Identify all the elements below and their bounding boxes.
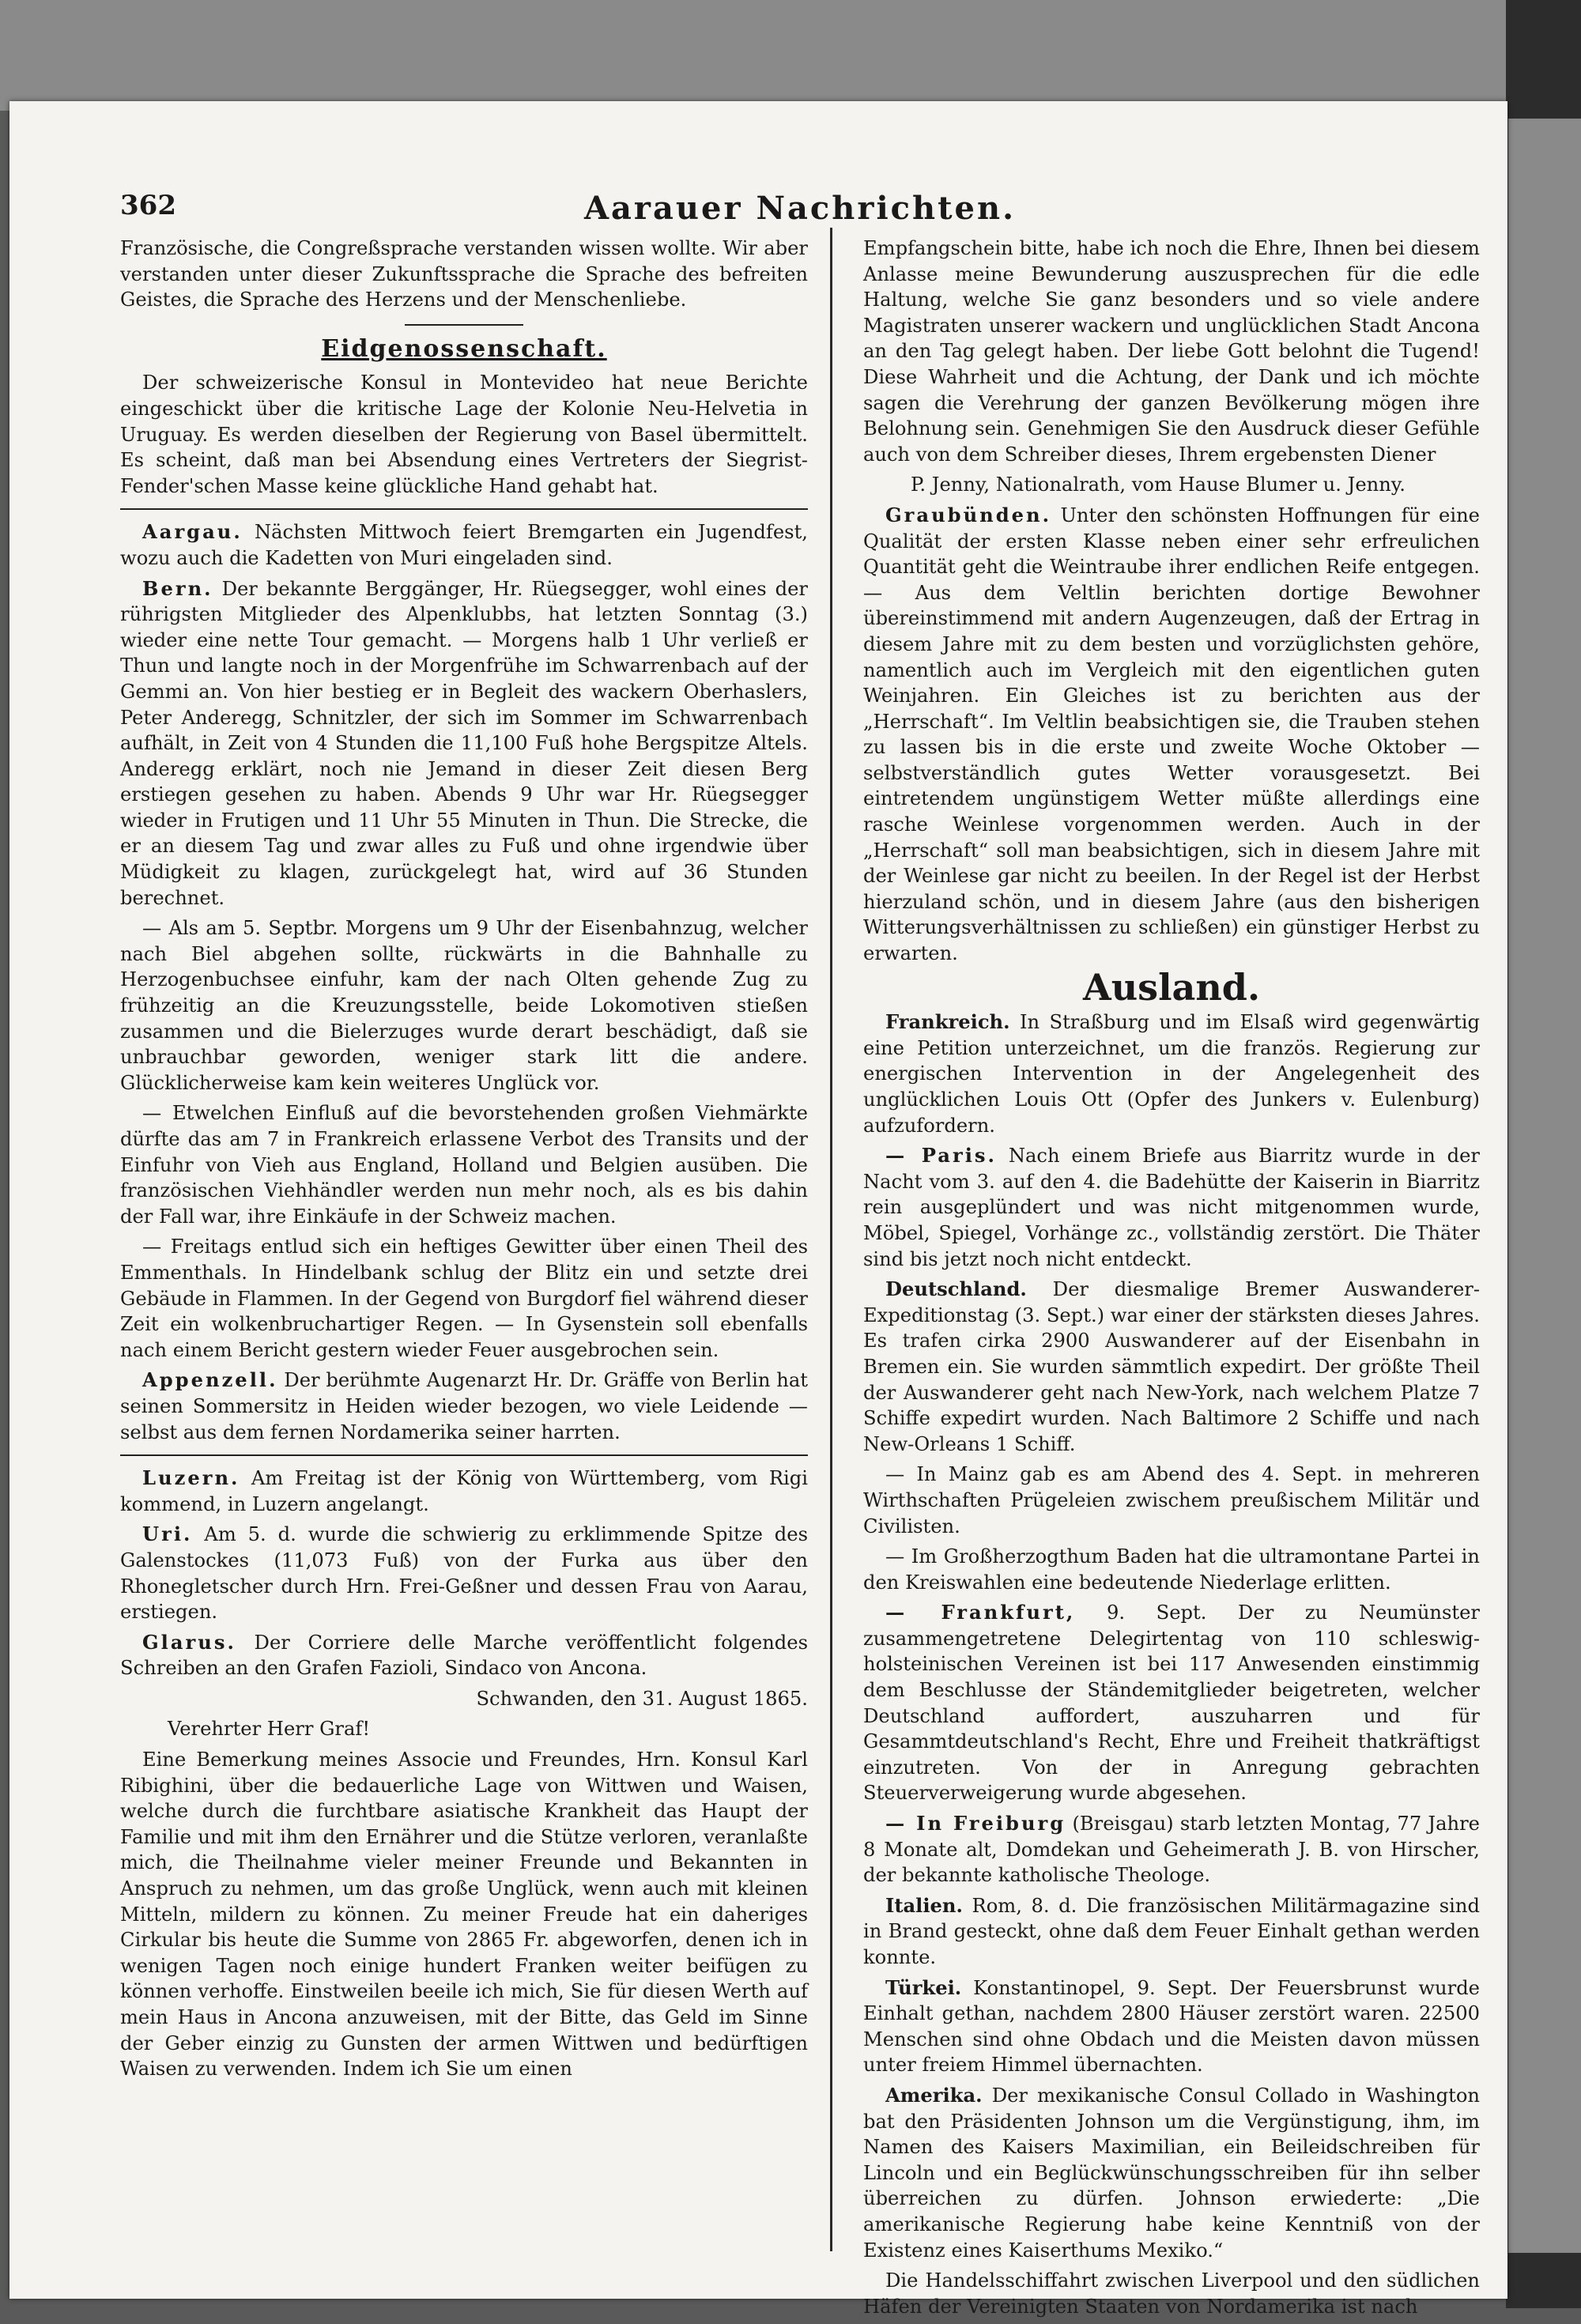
country-deutschland: Deutschland. [885, 1277, 1027, 1301]
tuerkei-text: Konstantinopel, 9. Sept. Der Feuersbrunst wurde Einhalt gethan, nachdem 2800 Häuser zerstört waren. 22500 Menschen sind ohne Obdach und die Meisten davon müssen unter freiem Himmel übernachten. [863, 1976, 1480, 2077]
graubuenden-text: Unter den schönsten Hoffnungen für eine Qualität der ersten Klasse neben einer sehr erfreulichen Quantität geht die Weintraube ihrer endlichen Reife entgegen. — Aus dem Veltlin berichten dortige Bewohner übereinstimmend mit andern Augenzeugen, daß der Ertrag in diesem Jahre mit zu dem besten und vorzüglichsten gehöre, namentlich auch im Vergleich mit den eigentlichen guten Weinjahren. Ein Gleiches ist zu berichten aus der „Herrschaft“. Im Veltlin beabsichtigen sie, die Trauben stehen zu lassen bis in die erste und zweite Woche Oktober — selbstverständlich gutes Wetter vorausgesetzt. Bei eintretendem ungünstigem Wetter müßte allerdings eine rasche Weinlese vorgenommen werden. Auch in der „Herrschaft“ soll man beabsichtigen, sich in diesem Jahre mit der Weinlese gar nicht zu beeilen. In der Regel ist der Herbst hierzuland schön, und in diesem Jahre (aus den bisherigen Witterungsverhältnissen zu schließen) ein günstiger Herbst zu erwarten. [863, 504, 1480, 965]
letter-continuation: Empfangschein bitte, habe ich noch die Ehre, Ihnen bei diesem Anlasse meine Bewunderung auszusprechen für die edle Haltung, welche Sie ganz besonders und so viele andere Magistraten unserer wackern und unglücklichen Stadt Ancona an den Tag gelegt haben. Der liebe Gott belohnt die Tugend! Diese Wahrheit und die Achtung, der Dank und ich möchte sagen die Verehrung der ganzen Bevölkerung mögen ihre Belohnung sein. Genehmigen Sie den Ausdruck dieser Gefühle auch von dem Schreiber dieses, Ihrem ergebensten Diener [863, 237, 1480, 466]
letter-signature: P. Jenny, Nationalrath, vom Hause Blumer u. Jenny. [911, 473, 1406, 496]
place-frankfurt: — Frankfurt, [885, 1601, 1076, 1624]
article-handelsschiffahrt: Die Handelsschiffahrt zwischen Liverpool und den südlichen Häfen der Vereinigten Staaten von Nordamerika ist nach [863, 2269, 1480, 2318]
article-graubuenden [863, 503, 1480, 967]
place-graubuenden: Graubünden. [885, 503, 1052, 526]
country-frankreich: Frankreich. [885, 1010, 1010, 1034]
article-viehmaerkte: — Etwelchen Einfluß auf die bevorstehenden großen Viehmärkte dürfte das am 7 in Frankreich erlassene Verbot des Transits und der Einfuhr von Vieh aus England, Holland und Belgien ausüben. Die französischen Viehhändler werden nun mehr noch, als es bis dahin der Fall war, ihre Einkäufe in der Schweiz machen. [120, 1102, 808, 1228]
page-number: 362 [120, 190, 176, 221]
page-header [120, 190, 1480, 237]
article-deutschland [863, 1277, 1480, 1457]
intro-paragraph: Französische, die Congreßsprache verstanden wissen wollte. Wir aber verstanden unter dieser Zukunftssprache die Sprache des befreiten Geistes, die Sprache des Herzens und der Menschenliebe. [120, 237, 808, 311]
article-appenzell [120, 1368, 808, 1445]
place-paris: — Paris. [885, 1144, 997, 1168]
uri-text: Am 5. d. wurde die schwierig zu erklimmende Spitze des Galenstockes (11,073 Fuß) von der Furka aus über den Rhonegletscher durch Hrn. Frei-Geßner und dessen Frau von Aarau, erstiegen. [120, 1523, 808, 1624]
article-freiburg [863, 1811, 1480, 1888]
article-uruguay: Der schweizerische Konsul in Montevideo hat neue Berichte eingeschickt über die kritische Lage der Kolonie Neu-Helvetia in Uruguay. Es werden dieselben der Regierung von Basel übermittelt. Es scheint, daß man bei Absendung eines Vertreters der Siegrist-Fender'schen Masse keine glückliche Hand gehabt hat. [120, 372, 808, 497]
article-eisenbahn: — Als am 5. Septbr. Morgens um 9 Uhr der Eisenbahnzug, welcher nach Biel abgehen sollte, rückwärts in die Bahnhalle zu Herzogenbuchsee einfuhr, kam der nach Olten gehende Zug zu frühzeitig an die Kreuzungsstelle, beide Lokomotiven stießen zusammen und die Bielerzuges wurde derart beschädigt, daß sie unbrauchbar geworden, weniger stark litt die andere. Glücklicherweise kam kein weiteres Unglück vor. [120, 917, 808, 1094]
italien-text: Rom, 8. d. Die französischen Militärmagazine sind in Brand gesteckt, ohne daß dem Feuer Einhalt gethan werden konnte. [863, 1894, 1480, 1968]
deutschland-text: Der diesmalige Bremer Auswanderer-Expeditionstag (3. Sept.) war einer der stärksten dieses Jahres. Es trafen cirka 2900 Auswanderer auf der Eisenbahn in Bremen ein. Sie wurden sämmtlich expedirt. Der größte Theil der Auswanderer geht nach New-York, nach welchem Platze 7 Schiffe expedirt wurden. Nach Baltimore 2 Schiffe und nach New-Orleans 1 Schiff. [863, 1278, 1480, 1455]
glarus-text: Der Corriere delle Marche veröffentlicht folgendes Schreiben an den Grafen Fazioli, Sindaco von Ancona. [120, 1631, 808, 1680]
column-divider [830, 228, 832, 2251]
paris-text: Nach einem Briefe aus Biarritz wurde in der Nacht vom 3. auf den 4. die Badehütte der Kaiserin in Biarritz rein ausgeplündert und was nicht mitgenommen wurde, Möbel, Spiegel, Vorhänge zc., vollständig zerstört. Die Thäter sind bis jetzt noch nicht entdeckt. [863, 1145, 1480, 1270]
appenzell-text: Der berühmte Augenarzt Hr. Dr. Gräffe von Berlin hat seinen Sommersitz in Heiden wieder bezogen, wo viele Leidende — selbst aus dem fernen Nordamerika seiner harrten. [120, 1369, 808, 1443]
adjacent-page-edge [1508, 119, 1581, 2253]
place-appenzell: Appenzell. [142, 1368, 278, 1392]
place-aargau: Aargau. [142, 520, 243, 544]
letter-dateline: Schwanden, den 31. August 1865. [476, 1687, 808, 1710]
section-title-ausland: Ausland. [1083, 965, 1260, 1009]
place-freiburg: — In Freiburg [885, 1812, 1066, 1835]
article-luzern [120, 1466, 808, 1517]
section-rule [405, 324, 523, 326]
article-paris [863, 1143, 1480, 1272]
article-frankreich [863, 1009, 1480, 1138]
bern-text: Der bekannte Berggänger, Hr. Rüegsegger, wohl eines der rührigsten Mitglieder des Alpenklubbs, hat letzten Sonntag (3.) wieder eine nette Tour gemacht. — Morgens halb 1 Uhr verließ er Thun und langte noch in der Morgenfrühe im Schwarrenbach auf der Gemmi an. Von hier bestieg er in Begleit des wackern Oberhaslers, Peter Anderegg, Schnitzler, der sich im Sommer im Schwarrenbach aufhält, in Zeit von 4 Stunden die 11,100 Fuß hohe Bergspitze Altels. Anderegg erklärt, noch nie Jemand in dieser Zeit diesen Berg erstiegen gesehen zu haben. Abends 9 Uhr war Hr. Rüegsegger wieder in Frutigen und 11 Uhr 55 Minuten in Thun. Die Strecke, die er an diesem Tag und zwar alles zu Fuß und ohne irgendwie über Müdigkeit zu klagen, zurückgelegt hat, wird auf 36 Stunden berechnet. [120, 577, 808, 909]
aargau-text: Nächsten Mittwoch feiert Bremgarten ein Jugendfest, wozu auch die Kadetten von Muri eingeladen sind. [120, 521, 808, 569]
article-baden: — Im Großherzogthum Baden hat die ultramontane Partei in den Kreiswahlen eine bedeutende Niederlage erlitten. [863, 1545, 1480, 1594]
place-bern: Bern. [142, 576, 213, 600]
left-column [120, 236, 808, 2087]
frankreich-text: In Straßburg und im Elsaß wird gegenwärtig eine Petition unterzeichnet, um die französ. Regierung zur energischen Intervention in der Angelegenheit des unglücklichen Louis Ott (Opfer des Junkers v. Eulenburg) aufzufordern. [863, 1011, 1480, 1137]
place-glarus: Glarus. [142, 1630, 236, 1654]
masthead-title: Aarauer Nachrichten. [583, 190, 1017, 227]
letter-body: Eine Bemerkung meines Associe und Freundes, Hrn. Konsul Karl Ribighini, über die bedauerliche Lage von Wittwen und Waisen, welche durch die furchtbare asiatische Krankheit das Haupt der Familie und mit ihm den Ernährer und die Stütze verloren, veranlaßte mich, die Theilnahme vieler meiner Freunde und Bekannten in Anspruch zu nehmen, um das große Unglück, wenn auch mit kleinen Mitteln, mildern zu können. Zu meiner Freude hat ein daheriges Cirkular bis heute die Summe von 2865 Fr. abgeworfen, denen ich in wenigen Tagen noch einige hundert Franken weiter beifügen zu können verhoffe. Einstweilen beeile ich mich, Sie für diesen Werth auf mein Haus in Ancona anzuweisen, mit der Bitte, das Geld im Sinne der Geber einzig zu Gunsten der armen Wittwen und bedürftigen Waisen zu verwenden. Indem ich Sie um einen [120, 1749, 808, 2081]
article-italien [863, 1893, 1480, 1971]
article-gewitter: — Freitags entlud sich ein heftiges Gewitter über einen Theil des Emmenthals. In Hindelbank schlug der Blitz ein und setzte drei Gebäude in Flammen. In der Gegend von Burgdorf fiel während dieser Zeit ein wolkenbruchartiger Regen. — In Gysenstein soll ebenfalls nach einem Bericht gestern wieder Feuer ausgebrochen sein. [120, 1236, 808, 1361]
article-bern [120, 576, 808, 911]
place-luzern: Luzern. [142, 1466, 240, 1490]
article-glarus [120, 1630, 808, 1681]
newspaper-page [9, 101, 1507, 2318]
article-uri [120, 1522, 808, 1624]
country-tuerkei: Türkei. [885, 1975, 962, 1999]
article-frankfurt [863, 1600, 1480, 1806]
amerika-text: Der mexikanische Consul Collado in Washington bat den Präsidenten Johnson um die Vergünstigung, ihm, im Namen des Kaisers Maximilian, ein Beileidschreiben für Lincoln und ein Beglückwünschungsschreiben für ihn selber überreichen zu dürfen. Johnson erwiederte: „Die amerikanische Regierung habe keine Kenntniß von der Existenz eines Kaiserthums Mexiko.“ [863, 2084, 1480, 2262]
country-italien: Italien. [885, 1893, 963, 1917]
section-title-eidgenossenschaft: Eidgenossenschaft. [321, 334, 607, 363]
frankfurt-text: 9. Sept. Der zu Neumünster zusammengetretene Delegirtentag von 110 schleswig-holsteinischen Vereinen ist bei 117 Anwesenden einstimmig dem Beschlusse der Ständemitglieder beigetreten, welcher Deutschland auffordert, auszuharren und für Gesammtdeutschland's Recht, Ehre und Freiheit thatkräftigst einzutreten. Von der in Anregung gebrachten Steuerverweigerung wurde abgesehen. [863, 1602, 1480, 1805]
place-uri: Uri. [142, 1522, 193, 1546]
article-tuerkei [863, 1975, 1480, 2078]
country-amerika: Amerika. [885, 2083, 983, 2107]
scan-background-top [0, 0, 1581, 111]
article-aargau [120, 519, 808, 571]
luzern-text: Am Freitag ist der König von Württemberg, vom Rigi kommend, in Luzern angelangt. [120, 1467, 808, 1515]
article-rule [120, 508, 808, 510]
article-mainz: — In Mainz gab es am Abend des 4. Sept. in mehreren Wirthschaften Prügeleien zwischem preußischem Militär und Civilisten. [863, 1463, 1480, 1537]
freiburg-text: (Breisgau) starb letzten Montag, 77 Jahre 8 Monate alt, Domdekan und Geheimerath J. B. von Hirscher, der bekannte katholische Theologe. [863, 1813, 1480, 1887]
article-rule [120, 1454, 808, 1456]
letter-salutation: Verehrter Herr Graf! [168, 1718, 371, 1741]
article-amerika [863, 2083, 1480, 2263]
right-column [863, 236, 1480, 2324]
